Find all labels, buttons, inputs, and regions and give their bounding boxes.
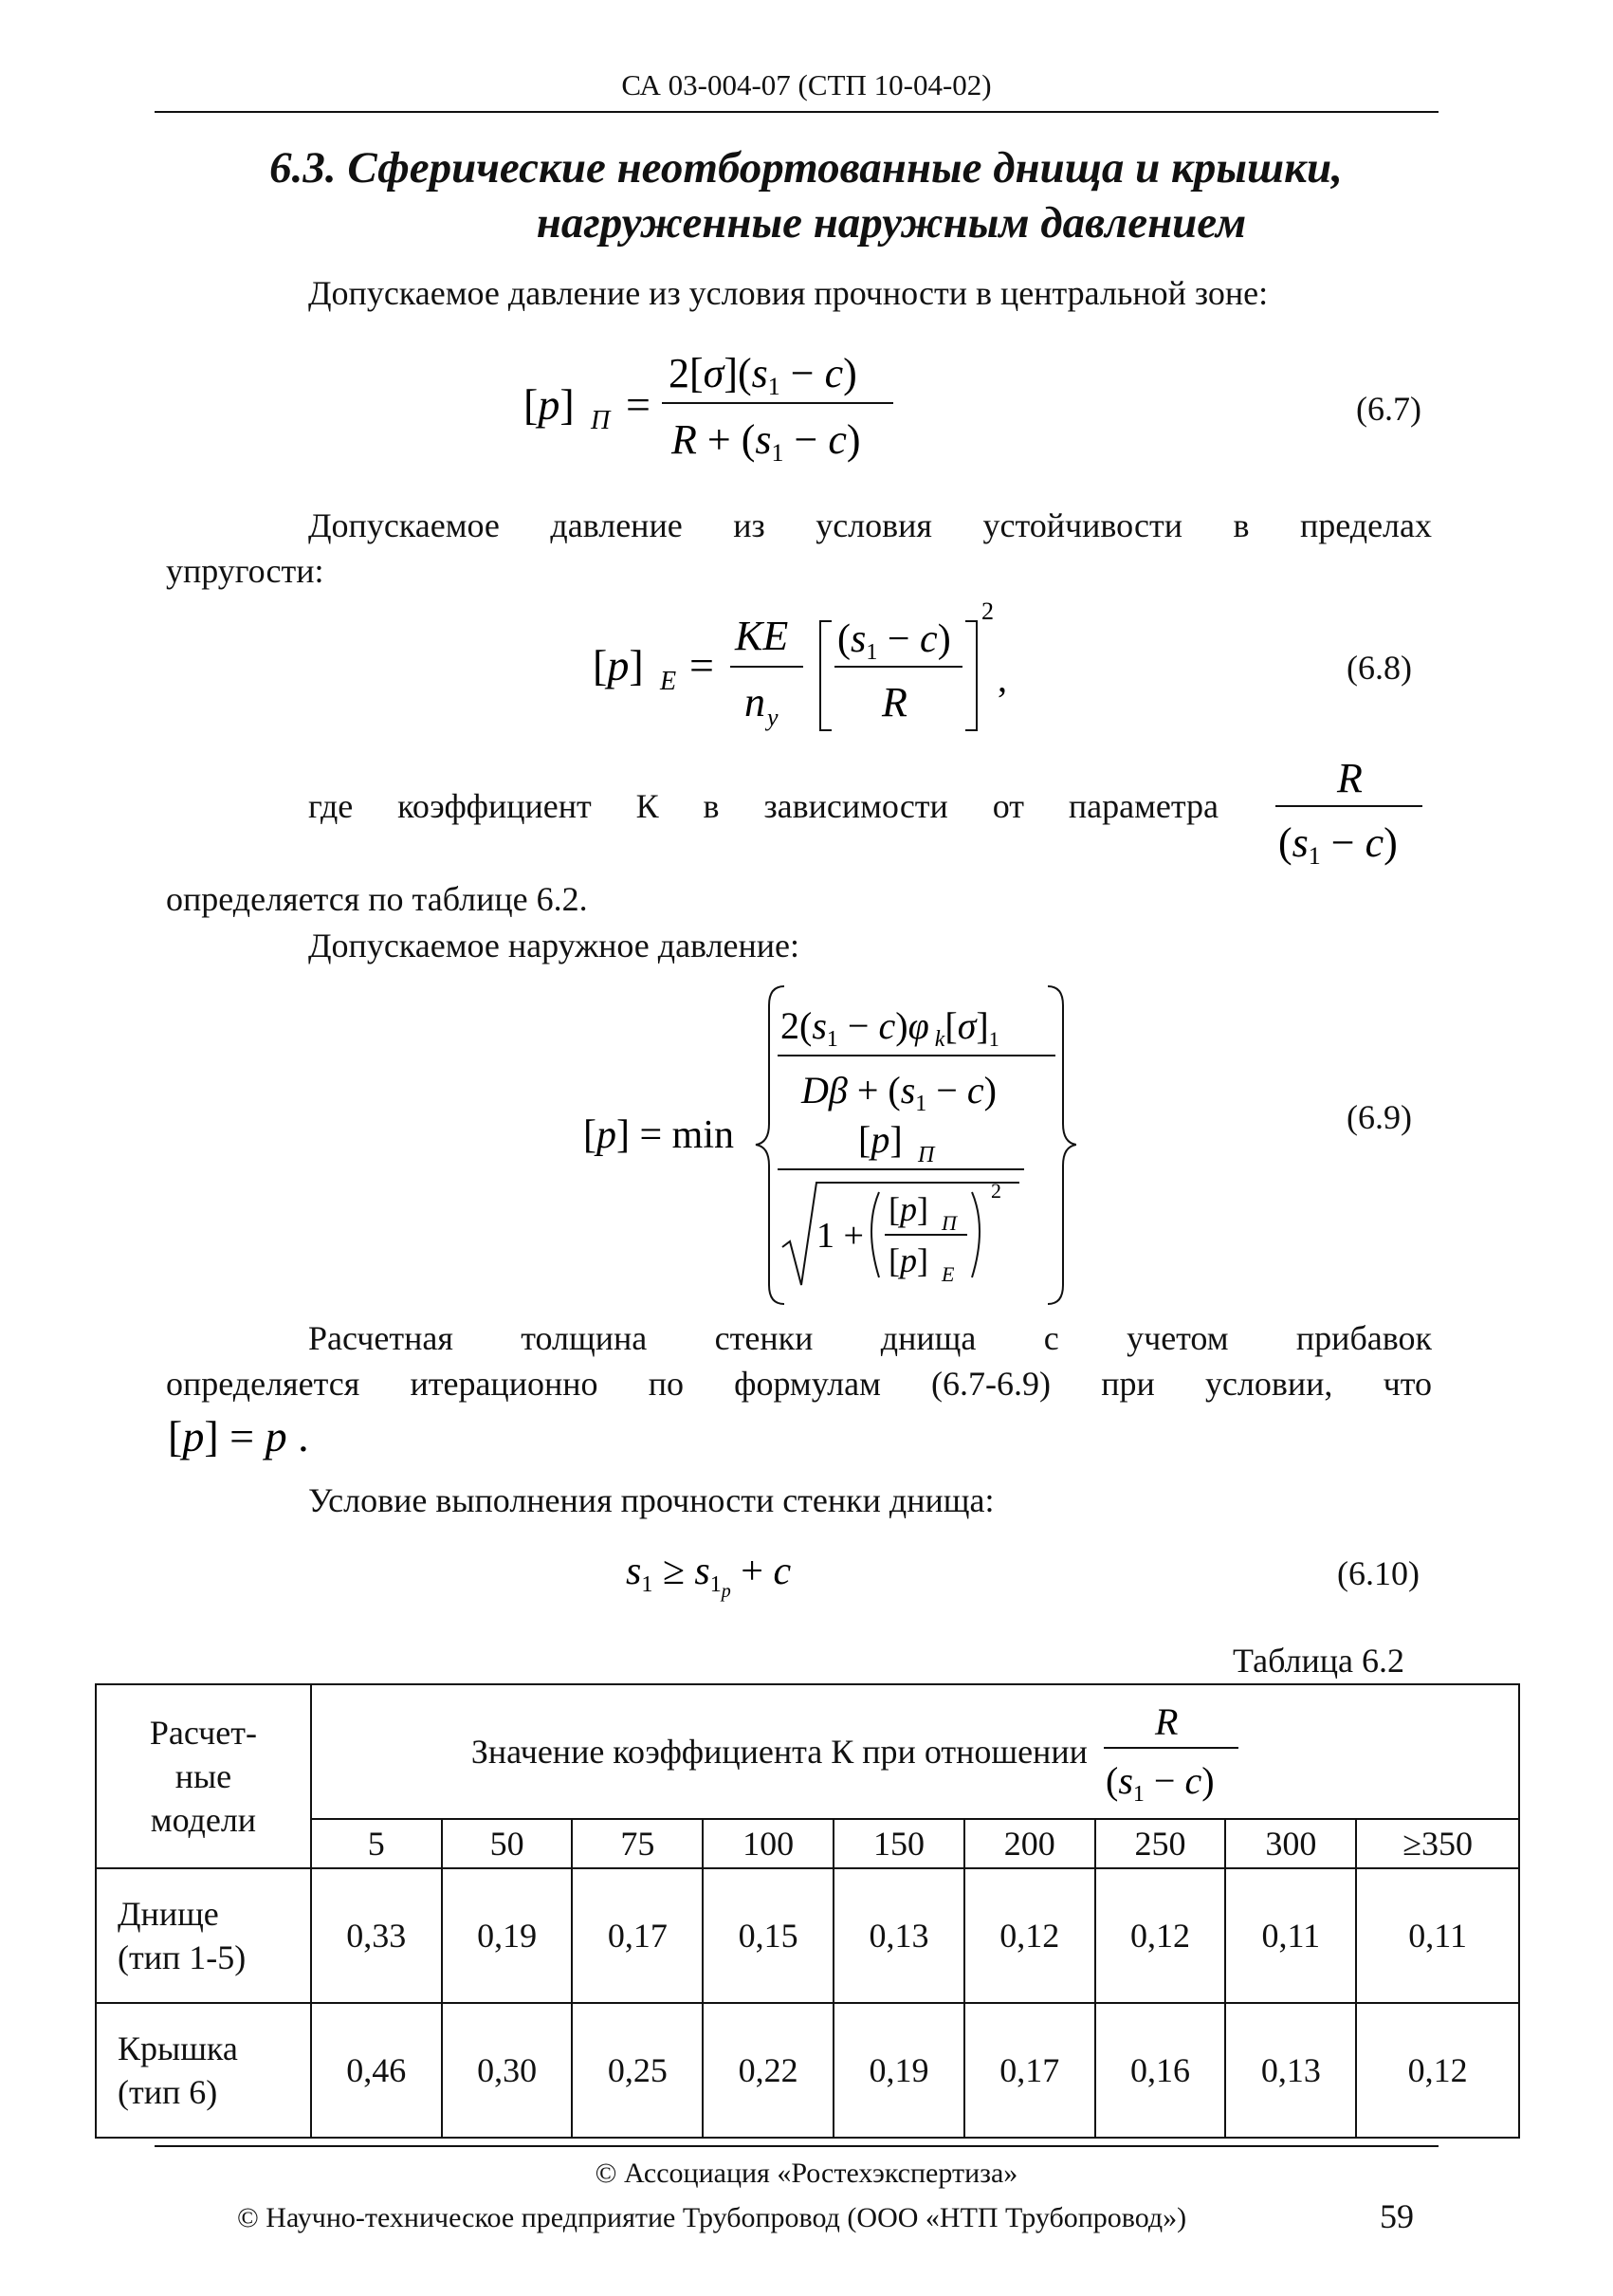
column-header: 75	[572, 1819, 703, 1868]
paragraph-design-thickness-line2: определяется итерационно по формулам (6.7-6.9) при условии, что	[166, 1365, 1432, 1403]
svg-text:[p] = min: [p] = min	[583, 1113, 735, 1157]
svg-text:(s1 − c): (s1 − c)	[837, 617, 951, 665]
svg-text:[p]: [p]	[858, 1118, 903, 1161]
document-header: СА 03-004-07 (СТП 10-04-02)	[621, 68, 992, 101]
svg-text:,: ,	[998, 657, 1007, 700]
svg-text:П: П	[942, 1211, 957, 1235]
footer-rule	[155, 2145, 1439, 2147]
table-header-ratio	[1096, 1695, 1248, 1809]
table-row	[96, 2003, 1519, 2138]
svg-text:(s1 − c): (s1 − c)	[1278, 819, 1398, 870]
svg-text:E: E	[942, 1262, 955, 1286]
column-header: 150	[834, 1819, 964, 1868]
coefficient-table	[95, 1683, 1520, 2139]
svg-text:[p]: [p]	[593, 641, 644, 689]
svg-text:y: y	[767, 704, 779, 731]
formula-6-10	[616, 1541, 863, 1617]
svg-text:(s1 − c): $(s_1 - c)$	[1105, 1759, 1215, 1807]
svg-text:s1 ≥ s1p + c: s1 ≥ s1p + c	[626, 1550, 792, 1602]
table-cell: 0,11	[1356, 1868, 1519, 2003]
section-title	[190, 140, 1422, 250]
table-cell: 0,46	[311, 2003, 442, 2138]
section-title-line2: нагруженные наружным давлением	[536, 198, 1247, 248]
column-header: 5	[311, 1819, 442, 1868]
svg-text:R: R	[882, 679, 907, 726]
svg-text:E: E	[660, 667, 677, 696]
paragraph-external-pressure: Допускаемое наружное давление:	[308, 927, 800, 964]
table-cell: 0,25	[572, 2003, 703, 2138]
svg-text:[p]: [p]	[523, 380, 575, 429]
svg-text:[p] = p .: [p] = p .	[168, 1412, 309, 1460]
table-group-header: Значение коэффициента К при отношении R $(s_1 - c)$	[311, 1684, 1519, 1819]
table-cell: 0,12	[1356, 2003, 1519, 2138]
svg-text:R: R	[1154, 1700, 1179, 1743]
svg-text:П: П	[591, 406, 611, 435]
table-cell: 0,12	[1095, 1868, 1226, 2003]
table-cell: 0,30	[442, 2003, 573, 2138]
page-number: 59	[1380, 2197, 1414, 2235]
svg-text:1 +: 1 +	[816, 1216, 864, 1256]
row-label: Крышка (тип 6)	[96, 2003, 311, 2138]
svg-text:R: R	[1337, 755, 1363, 801]
row-label: Днище (тип 1-5)	[96, 1868, 311, 2003]
formula-condition-p-equals-p	[166, 1409, 337, 1466]
table-header-models: Расчет-ные модели	[96, 1684, 311, 1868]
table-cell: 0,12	[964, 1868, 1095, 2003]
svg-text:KE: KE	[735, 613, 789, 659]
equation-number-6-10: (6.10)	[1337, 1554, 1420, 1592]
svg-text:n: n	[744, 679, 765, 726]
paragraph-coefficient-line1: где коэффициент К в зависимости от параметра	[308, 787, 1219, 825]
column-header: 50	[442, 1819, 573, 1868]
paragraph-design-thickness-line1: Расчетная толщина стенки днища с учетом прибавок	[308, 1319, 1432, 1357]
svg-text:=: =	[626, 380, 651, 429]
section-title-line1: 6.3. Сферические неотбортованные днища и крышки,	[269, 143, 1343, 193]
table-cell: 0,17	[572, 1868, 703, 2003]
table-cell: 0,11	[1225, 1868, 1356, 2003]
equation-number-6-9: (6.9)	[1347, 1098, 1412, 1136]
column-header: 100	[703, 1819, 834, 1868]
formula-ratio-parameter	[1271, 744, 1441, 877]
table-cell: 0,19	[834, 2003, 964, 2138]
table-cell: 0,17	[964, 2003, 1095, 2138]
column-header: 250	[1095, 1819, 1226, 1868]
svg-text:[p]: [p]	[889, 1241, 928, 1279]
formula-6-7	[512, 341, 910, 474]
table-cell: 0,22	[703, 2003, 834, 2138]
paragraph-strength: Допускаемое давление из условия прочности в центральной зоне:	[308, 274, 1269, 312]
table-row	[96, 1868, 1519, 2003]
paragraph-stability-line1: Допускаемое давление из условия устойчивости в пределах	[308, 506, 1432, 544]
table-cell: 0,15	[703, 1868, 834, 2003]
paragraph-strength-condition: Условие выполнения прочности стенки днища:	[308, 1481, 995, 1519]
table-cell: 0,33	[311, 1868, 442, 2003]
header-rule	[155, 111, 1439, 113]
table-cell: 0,13	[834, 1868, 964, 2003]
svg-text:[p]: [p]	[889, 1190, 928, 1228]
svg-text:Dβ + (s1 − c): $D\beta + (s_1 - c)$	[801, 1069, 997, 1116]
formula-6-8	[583, 593, 1038, 744]
table-caption: Таблица 6.2	[1233, 1642, 1404, 1680]
svg-text:R + (s1 − c): R + (s1 − c)	[671, 416, 861, 467]
column-header: ≥350	[1356, 1819, 1519, 1868]
table-cell: 0,13	[1225, 2003, 1356, 2138]
formula-6-9	[574, 972, 1076, 1313]
paragraph-stability-line2: упругости:	[166, 552, 324, 590]
svg-text:2(s1 − c)φ k[σ]1: $2(s_1 - c)\varphi$ $_k[\sigma]_1$	[780, 1004, 999, 1052]
svg-text:2[σ](s1 − c): 2[σ](s1 − c)	[669, 350, 857, 400]
table-cell: 0,19	[442, 1868, 573, 2003]
equation-number-6-8: (6.8)	[1347, 649, 1412, 687]
paragraph-coefficient-line2: определяется по таблице 6.2.	[166, 880, 588, 918]
footer-copyright-association: © Ассоциация «Ростехэкспертиза»	[595, 2158, 1018, 2189]
svg-text:2: 2	[981, 597, 994, 625]
table-cell: 0,16	[1095, 2003, 1226, 2138]
svg-text:2: 2	[991, 1179, 1001, 1203]
column-header: 300	[1225, 1819, 1356, 1868]
svg-text:=: =	[689, 641, 714, 689]
column-header: 200	[964, 1819, 1095, 1868]
footer-copyright-company: © Научно-техническое предприятие Трубопровод (ООО «НТП Трубопровод»)	[237, 2202, 1187, 2233]
equation-number-6-7: (6.7)	[1356, 390, 1421, 428]
svg-text:П: П	[918, 1143, 935, 1167]
